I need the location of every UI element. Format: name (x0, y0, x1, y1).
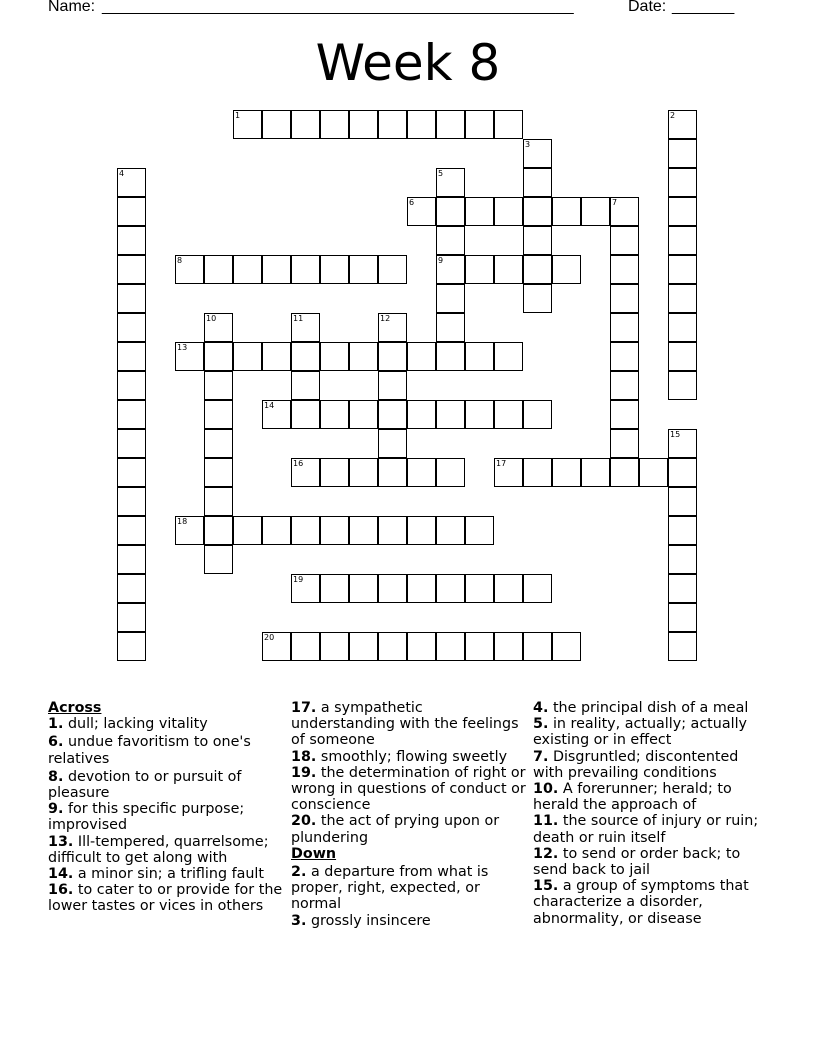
grid-cell[interactable] (378, 516, 407, 545)
grid-cell[interactable] (291, 371, 320, 400)
grid-cell[interactable] (523, 226, 552, 255)
grid-cell[interactable] (291, 574, 320, 603)
name-field-line[interactable]: _____________________________________________________ (102, 0, 574, 15)
clue-across-6 (48, 734, 283, 766)
grid-cell[interactable] (378, 574, 407, 603)
clue-number-label: 1 (235, 111, 241, 120)
grid-cell[interactable] (117, 226, 146, 255)
clue-across-18 (291, 749, 529, 765)
clue-number-label: 17 (496, 459, 507, 468)
clue-number: 1. (48, 716, 64, 733)
grid-cell[interactable] (668, 255, 697, 284)
grid-cell[interactable] (117, 516, 146, 545)
grid-cell[interactable] (668, 139, 697, 168)
grid-cell[interactable] (465, 342, 494, 371)
grid-cell[interactable] (320, 632, 349, 661)
grid-cell[interactable] (204, 400, 233, 429)
clue-number: 13. (48, 833, 74, 850)
grid-cell[interactable] (349, 110, 378, 139)
grid-cell[interactable] (262, 400, 291, 429)
clue-across-20 (291, 813, 529, 845)
grid-cell[interactable] (262, 632, 291, 661)
grid-cell[interactable] (523, 284, 552, 313)
clue-down-15 (533, 878, 773, 927)
clue-number-label: 19 (293, 575, 304, 584)
grid-cell[interactable] (320, 400, 349, 429)
grid-cell[interactable] (668, 168, 697, 197)
clue-down-4 (533, 700, 773, 716)
clue-down-12 (533, 846, 773, 878)
grid-cell[interactable] (465, 632, 494, 661)
grid-cell[interactable] (552, 197, 581, 226)
grid-cell[interactable] (552, 632, 581, 661)
grid-cell[interactable] (204, 516, 233, 545)
grid-cell[interactable] (610, 197, 639, 226)
grid-cell[interactable] (233, 255, 262, 284)
grid-cell[interactable] (262, 342, 291, 371)
grid-cell[interactable] (465, 255, 494, 284)
grid-cell[interactable] (523, 197, 552, 226)
grid-cell[interactable] (436, 632, 465, 661)
clue-number: 16. (48, 882, 74, 899)
grid-cell[interactable] (349, 574, 378, 603)
clue-text: the act of prying upon or plundering (291, 813, 500, 846)
grid-cell[interactable] (175, 342, 204, 371)
grid-cell[interactable] (436, 342, 465, 371)
grid-cell[interactable] (175, 516, 204, 545)
grid-cell[interactable] (668, 574, 697, 603)
clue-number-label: 12 (380, 314, 391, 323)
clue-across-14 (48, 866, 283, 882)
grid-cell[interactable] (610, 458, 639, 487)
grid-cell[interactable] (175, 255, 204, 284)
clue-number-label: 10 (206, 314, 217, 323)
date-field-line[interactable]: _______ (672, 0, 735, 15)
grid-cell[interactable] (407, 400, 436, 429)
grid-cell[interactable] (349, 400, 378, 429)
grid-cell[interactable] (552, 458, 581, 487)
grid-cell[interactable] (378, 371, 407, 400)
clue-text: the determination of right or wrong in questions of conduct or conscience (291, 764, 526, 814)
grid-cell[interactable] (494, 400, 523, 429)
clue-down-5 (533, 716, 773, 748)
grid-cell[interactable] (320, 110, 349, 139)
clue-across-1 (48, 716, 283, 732)
grid-cell[interactable] (436, 168, 465, 197)
grid-cell[interactable] (291, 458, 320, 487)
grid-cell[interactable] (523, 400, 552, 429)
grid-cell[interactable] (552, 255, 581, 284)
grid-cell[interactable] (320, 458, 349, 487)
clue-text: a minor sin; a trifling fault (77, 866, 265, 883)
grid-cell[interactable] (494, 255, 523, 284)
clue-number-label: 3 (525, 140, 531, 149)
clue-number: 17. (291, 700, 317, 716)
clue-text: to cater to or provide for the lower tastes or vices in others (48, 882, 283, 915)
clue-text: to send or order back; to send back to jail (533, 845, 741, 879)
clue-across-8 (48, 769, 283, 801)
clue-number: 3. (291, 912, 307, 929)
clue-number: 8. (48, 768, 64, 785)
grid-cell[interactable] (262, 516, 291, 545)
grid-cell[interactable] (523, 574, 552, 603)
grid-cell[interactable] (117, 342, 146, 371)
clue-text: the source of injury or ruin; death or ruin itself (533, 813, 759, 846)
clues-column-1 (48, 700, 283, 915)
grid-cell[interactable] (291, 632, 320, 661)
grid-cell[interactable] (407, 632, 436, 661)
clue-number: 2. (291, 864, 307, 881)
clue-down-7 (533, 749, 773, 781)
clue-down-11 (533, 813, 773, 845)
grid-cell[interactable] (436, 516, 465, 545)
clue-down-3 (291, 913, 529, 929)
clue-number: 9. (48, 801, 64, 818)
grid-cell[interactable] (291, 313, 320, 342)
grid-cell[interactable] (320, 516, 349, 545)
grid-cell[interactable] (668, 197, 697, 226)
clue-text: dull; lacking vitality (67, 716, 208, 733)
grid-cell[interactable] (407, 516, 436, 545)
grid-cell[interactable] (291, 110, 320, 139)
clue-number: 15. (533, 878, 559, 895)
grid-cell[interactable] (668, 284, 697, 313)
grid-cell[interactable] (233, 342, 262, 371)
grid-cell[interactable] (117, 458, 146, 487)
grid-cell[interactable] (117, 168, 146, 197)
grid-cell[interactable] (523, 139, 552, 168)
clue-text: A forerunner; herald; to herald the approach of (533, 781, 732, 814)
clue-down-10 (533, 781, 773, 813)
grid-cell[interactable] (117, 603, 146, 632)
grid-cell[interactable] (233, 110, 262, 139)
grid-cell[interactable] (668, 603, 697, 632)
grid-cell[interactable] (465, 110, 494, 139)
grid-cell[interactable] (117, 487, 146, 516)
grid-cell[interactable] (349, 458, 378, 487)
grid-cell[interactable] (668, 487, 697, 516)
grid-cell[interactable] (291, 516, 320, 545)
grid-cell[interactable] (668, 458, 697, 487)
clue-number-label: 7 (612, 198, 618, 207)
grid-cell[interactable] (204, 255, 233, 284)
grid-cell[interactable] (639, 458, 668, 487)
grid-cell[interactable] (610, 255, 639, 284)
grid-cell[interactable] (465, 574, 494, 603)
clues-column-3 (533, 700, 773, 927)
grid-cell[interactable] (378, 255, 407, 284)
grid-cell[interactable] (436, 255, 465, 284)
clue-text: devotion to or pursuit of pleasure (48, 768, 242, 802)
grid-cell[interactable] (436, 197, 465, 226)
clue-across-16 (48, 882, 283, 914)
clue-number: 20. (291, 813, 317, 830)
clue-number-label: 8 (177, 256, 183, 265)
grid-cell[interactable] (436, 574, 465, 603)
clue-text: a departure from what is proper, right, expected, or normal (291, 864, 489, 913)
clue-number: 11. (533, 813, 559, 830)
grid-cell[interactable] (378, 458, 407, 487)
clue-text: grossly insincere (310, 912, 431, 929)
clue-text: for this specific purpose; improvised (48, 801, 245, 834)
grid-cell[interactable] (117, 284, 146, 313)
grid-cell[interactable] (291, 342, 320, 371)
grid-cell[interactable] (436, 284, 465, 313)
clue-number-label: 5 (438, 169, 444, 178)
grid-cell[interactable] (378, 110, 407, 139)
clue-number-label: 20 (264, 633, 275, 642)
clue-text: a group of symptoms that characterize a disorder, abnormality, or disease (533, 878, 749, 927)
grid-cell[interactable] (349, 255, 378, 284)
grid-cell[interactable] (494, 574, 523, 603)
across-heading: Across (48, 700, 102, 716)
grid-cell[interactable] (465, 197, 494, 226)
grid-cell[interactable] (436, 110, 465, 139)
grid-cell[interactable] (320, 342, 349, 371)
grid-cell[interactable] (320, 574, 349, 603)
grid-cell[interactable] (523, 168, 552, 197)
grid-cell[interactable] (378, 632, 407, 661)
grid-cell[interactable] (204, 545, 233, 574)
clue-number-label: 4 (119, 169, 125, 178)
grid-cell[interactable] (436, 313, 465, 342)
grid-cell[interactable] (117, 632, 146, 661)
grid-cell[interactable] (204, 371, 233, 400)
clue-number: 5. (533, 716, 549, 733)
down-heading: Down (291, 845, 337, 862)
grid-cell[interactable] (668, 516, 697, 545)
grid-cell[interactable] (465, 516, 494, 545)
grid-cell[interactable] (523, 632, 552, 661)
clue-number-label: 6 (409, 198, 415, 207)
grid-cell[interactable] (117, 197, 146, 226)
grid-cell[interactable] (668, 342, 697, 371)
grid-cell[interactable] (117, 429, 146, 458)
grid-cell[interactable] (378, 429, 407, 458)
grid-cell[interactable] (320, 255, 349, 284)
grid-cell[interactable] (465, 400, 494, 429)
clue-number-label: 2 (670, 111, 676, 120)
clue-number: 12. (533, 845, 559, 862)
grid-cell[interactable] (494, 632, 523, 661)
clue-text: Ill-tempered, quarrelsome; difficult to get along with (48, 833, 269, 866)
grid-cell[interactable] (349, 632, 378, 661)
clue-text: the principal dish of a meal (552, 700, 749, 716)
grid-cell[interactable] (407, 197, 436, 226)
clue-across-13 (48, 834, 283, 866)
grid-cell[interactable] (523, 255, 552, 284)
grid-cell[interactable] (523, 458, 552, 487)
grid-cell[interactable] (378, 342, 407, 371)
grid-cell[interactable] (291, 400, 320, 429)
grid-cell[interactable] (494, 342, 523, 371)
clue-number-label: 11 (293, 314, 304, 323)
clue-across-17 (291, 700, 529, 749)
grid-cell[interactable] (262, 255, 291, 284)
grid-cell[interactable] (378, 313, 407, 342)
clue-number-label: 15 (670, 430, 681, 439)
clue-number-label: 13 (177, 343, 188, 352)
grid-cell[interactable] (436, 400, 465, 429)
grid-cell[interactable] (378, 400, 407, 429)
clue-number: 10. (533, 781, 559, 798)
grid-cell[interactable] (204, 458, 233, 487)
grid-cell[interactable] (117, 574, 146, 603)
grid-cell[interactable] (291, 255, 320, 284)
grid-cell[interactable] (494, 110, 523, 139)
clue-down-2 (291, 864, 529, 913)
name-label: Name: (48, 0, 96, 15)
grid-cell[interactable] (204, 487, 233, 516)
grid-cell[interactable] (349, 342, 378, 371)
crossword-grid (117, 110, 717, 670)
grid-cell[interactable] (610, 226, 639, 255)
grid-cell[interactable] (436, 458, 465, 487)
clue-text: a sympathetic understanding with the feelings of someone (291, 700, 519, 749)
clue-number-label: 14 (264, 401, 275, 410)
grid-cell[interactable] (262, 110, 291, 139)
clues-column-2 (291, 700, 529, 929)
name-date-header (48, 0, 748, 20)
grid-cell[interactable] (233, 516, 262, 545)
grid-cell[interactable] (204, 342, 233, 371)
grid-cell[interactable] (668, 371, 697, 400)
grid-cell[interactable] (407, 342, 436, 371)
grid-cell[interactable] (204, 429, 233, 458)
clue-number: 4. (533, 700, 549, 716)
grid-cell[interactable] (407, 458, 436, 487)
clue-number: 18. (291, 748, 317, 765)
grid-cell[interactable] (407, 110, 436, 139)
clue-number-label: 16 (293, 459, 304, 468)
grid-cell[interactable] (407, 574, 436, 603)
grid-cell[interactable] (117, 371, 146, 400)
grid-cell[interactable] (117, 400, 146, 429)
clue-across-9 (48, 801, 283, 833)
grid-cell[interactable] (610, 371, 639, 400)
grid-cell[interactable] (668, 110, 697, 139)
grid-cell[interactable] (668, 545, 697, 574)
grid-cell[interactable] (610, 313, 639, 342)
clue-number-label: 18 (177, 517, 188, 526)
clue-text: smoothly; flowing sweetly (320, 748, 508, 765)
clue-text: undue favoritism to one's relatives (48, 734, 251, 767)
clue-text: Disgruntled; discontented with prevailing conditions (533, 748, 739, 781)
grid-cell[interactable] (610, 284, 639, 313)
grid-cell[interactable] (668, 429, 697, 458)
grid-cell[interactable] (494, 458, 523, 487)
grid-cell[interactable] (581, 197, 610, 226)
grid-cell[interactable] (581, 458, 610, 487)
grid-cell[interactable] (117, 313, 146, 342)
clue-across-19 (291, 765, 529, 814)
clue-number-label: 9 (438, 256, 444, 265)
grid-cell[interactable] (494, 197, 523, 226)
clue-number: 14. (48, 866, 74, 883)
grid-cell[interactable] (668, 313, 697, 342)
clue-number: 7. (533, 748, 549, 765)
clue-number: 6. (48, 734, 64, 751)
grid-cell[interactable] (117, 545, 146, 574)
date-label: Date: (628, 0, 667, 15)
grid-cell[interactable] (668, 632, 697, 661)
grid-cell[interactable] (117, 255, 146, 284)
grid-cell[interactable] (204, 313, 233, 342)
grid-cell[interactable] (349, 516, 378, 545)
grid-cell[interactable] (610, 400, 639, 429)
grid-cell[interactable] (610, 429, 639, 458)
clue-text: in reality, actually; actually existing or in effect (533, 716, 748, 749)
grid-cell[interactable] (668, 226, 697, 255)
page-title: Week 8 (315, 34, 501, 92)
grid-cell[interactable] (436, 226, 465, 255)
grid-cell[interactable] (610, 342, 639, 371)
clue-number: 19. (291, 764, 317, 781)
